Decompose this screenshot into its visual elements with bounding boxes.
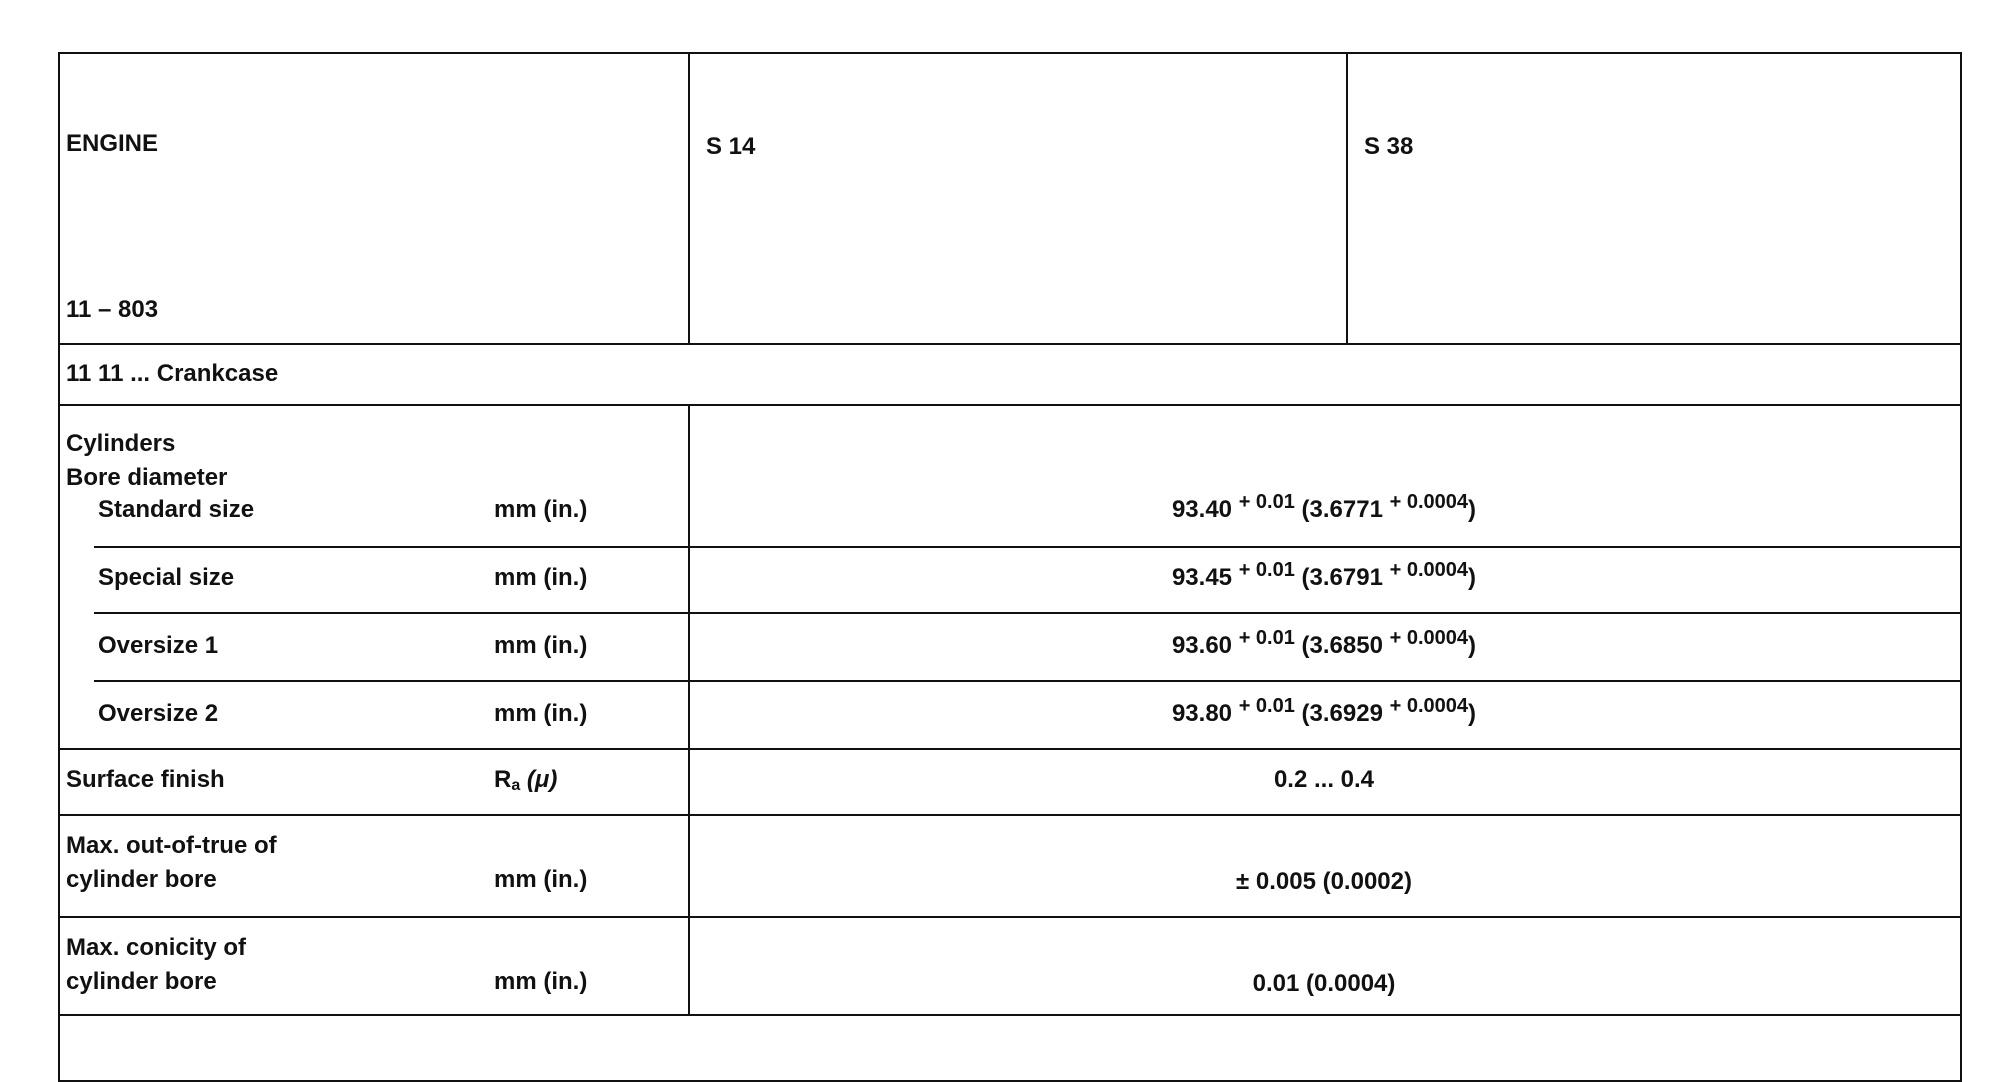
row-unit: Ra (μ)	[494, 766, 558, 794]
row-sublabel: Oversize 1	[98, 632, 219, 659]
bore-standard-value: 93.40 $^{+ 0.01}$ (3.6771 $^{+ 0.0004}$)	[1171, 491, 1477, 523]
row-rule	[58, 916, 1962, 918]
row-rule	[94, 612, 1962, 614]
row-unit: mm (in.)	[494, 700, 588, 727]
row-label: cylinder bore	[66, 968, 217, 995]
row-sublabel: Standard size	[98, 496, 255, 523]
row-label: Cylinders	[66, 430, 176, 457]
row-unit: mm (in.)	[494, 632, 588, 659]
section-title: 11 11 ... Crankcase	[66, 360, 279, 387]
engine-title: ENGINE	[66, 130, 159, 157]
column-divider-label-value	[688, 52, 690, 343]
row-rule	[58, 748, 1962, 750]
surface-finish-value: 0.2 ... 0.4	[1273, 766, 1375, 793]
header-bottom-rule	[58, 343, 1962, 345]
out-of-true-value: ± 0.005 (0.0002)	[1236, 868, 1412, 895]
row-unit: mm (in.)	[494, 968, 588, 995]
row-sublabel: Special size	[98, 564, 235, 591]
page-reference: 11 – 803	[66, 296, 159, 323]
bore-oversize1-value: 93.60 $^{+ 0.01}$ (3.6850 $^{+ 0.0004}$)	[1171, 627, 1477, 659]
row-rule	[58, 814, 1962, 816]
row-label: Surface finish	[66, 766, 225, 793]
section-bottom-rule	[58, 404, 1962, 406]
row-rule	[94, 546, 1962, 548]
column-divider-s14-s38	[1346, 52, 1348, 343]
row-label: Bore diameter	[66, 464, 228, 491]
row-sublabel: Oversize 2	[98, 700, 219, 727]
conicity-value: 0.01 (0.0004)	[1252, 970, 1396, 997]
column-header-s38: S 38	[1364, 133, 1414, 160]
bore-oversize2-value: 93.80 $^{+ 0.01}$ (3.6929 $^{+ 0.0004}$)	[1171, 695, 1477, 727]
row-rule	[94, 680, 1962, 682]
bore-special-value: 93.45 $^{+ 0.01}$ (3.6791 $^{+ 0.0004}$)	[1171, 559, 1477, 591]
row-rule	[58, 1014, 1962, 1016]
row-label: Max. out-of-true of	[66, 832, 277, 859]
row-label: Max. conicity of	[66, 934, 247, 961]
row-unit: mm (in.)	[494, 866, 588, 893]
row-label: cylinder bore	[66, 866, 217, 893]
row-unit: mm (in.)	[494, 496, 588, 523]
row-unit: mm (in.)	[494, 564, 588, 591]
column-header-s14: S 14	[706, 133, 756, 160]
